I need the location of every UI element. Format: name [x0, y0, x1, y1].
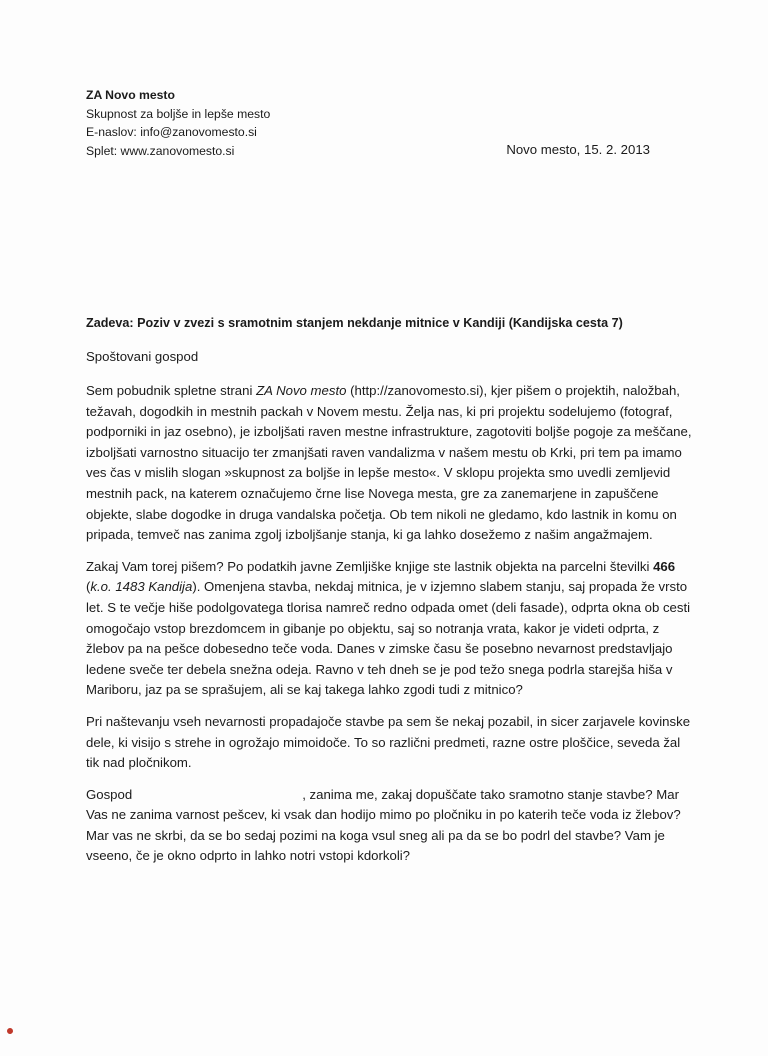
p2-text-a: Zakaj Vam torej pišem? Po podatkih javne Zemljiške knjige ste lastnik objekta na parcelni številki [86, 558, 654, 574]
sender-tagline: Skupnost za boljše in lepše mesto [86, 106, 271, 121]
parcel-number: 466 [653, 558, 676, 574]
p4-text-a: Gospod [86, 786, 133, 802]
p1-text-b: (http://zanovomesto.si), kjer pišem o projektih, naložbah, težavah, dogodkih in mestnih packah v Novem mestu. Želja nas, ki pri projektu sodelujemo (fotograf, podporniki in jaz osebno), je izboljšati raven mestne infrastrukture, zagotoviti boljše pogoje za meščane, izboljšati varnostno situacijo ter zmanjšati raven vandalizma v našem mestu ob Krki, pri tem pa imamo ves čas v mislih slogan »skupnost za boljše in lepše mesto«. V sklopu projekta smo uvedli zemljevid mestnih pack, na katerem označujemo črne lise Novega mesta, gre za zanemarjene in zapuščene objekte, slabe dogodke in druga vandalska početja. Ob tem nikoli ne gledamo, kdo lastnik in komu on pripada, temveč nas zanima zgolj izboljšanje stanja, ki ga lahko dosežemo z našim angažmajem. [86, 383, 692, 543]
p2-text-c: ). Omenjena stavba, nekdaj mitnica, je v izjemno slabem stanju, saj propada že vrsto let. S te večje hiše podolgovatega tlorisa namreč redno odpada omet (deli fasade), odprta okna ob cesti omogočajo vstop brezdomcem in gibanje po objektu, saj so notranja vrata, kakor je videti odprta, z žlebov pa na pešce dobesedno teče voda. Danes v zimske času še posebno nevarnost predstavljajo ledene sveče ter debela snežna odeja. Ravno v teh dneh se je pod težo snega podrla starejša hiša v Mariboru, jaz pa se sprašujem, ali se kaj takega lahko zgodi tudi z mitnico? [86, 579, 691, 698]
letter-body [86, 381, 692, 878]
red-ink-mark [6, 1027, 14, 1035]
p1-text-a: Sem pobudnik spletne strani [86, 383, 257, 398]
sender-email: E-naslov: info@zanovomesto.si [86, 125, 257, 139]
cadastral-municipality: k.o. 1483 Kandija [90, 579, 193, 595]
p4-text-b: , zanima me, zakaj dopuščate tako sramotno stanje stavbe? Mar Vas ne zanima varnost pešcev, ki vsak dan hodijo mimo po pločniku in po katerih teče voda iz žlebov? Mar vas ne skrbi, da se bo sedaj pozimi na koga vsul sneg ali pa da se bo podrl del stavbe? Vam je vseeno, če je okno odprto in lahko notri vstopi kdorkoli? [86, 786, 681, 864]
p2-text-b: ( [86, 579, 91, 595]
salutation: Spoštovani gospod [86, 349, 199, 364]
site-name: ZA Novo mesto [256, 383, 347, 398]
paragraph-question [86, 785, 692, 867]
paragraph-intro [86, 381, 692, 546]
letter-subject: Zadeva: Poziv v zvezi s sramotnim stanjem nekdanje mitnice v Kandiji (Kandijska cesta 7) [86, 316, 623, 330]
paragraph-building [86, 557, 692, 701]
sender-block [86, 86, 270, 160]
sender-org: ZA Novo mesto [86, 88, 175, 102]
sender-web: Splet: www.zanovomesto.si [86, 143, 235, 158]
paragraph-hazards: Pri naštevanju vseh nevarnosti propadajoče stavbe pa sem še nekaj pozabil, in sicer zarjavele kovinske dele, ki visijo s strehe in ogrožajo mimoidoče. To so različni predmeti, razne ostre ploščice, seveda žal tik nad pločnikom. [86, 713, 691, 771]
letter-date: Novo mesto, 15. 2. 2013 [506, 142, 650, 157]
